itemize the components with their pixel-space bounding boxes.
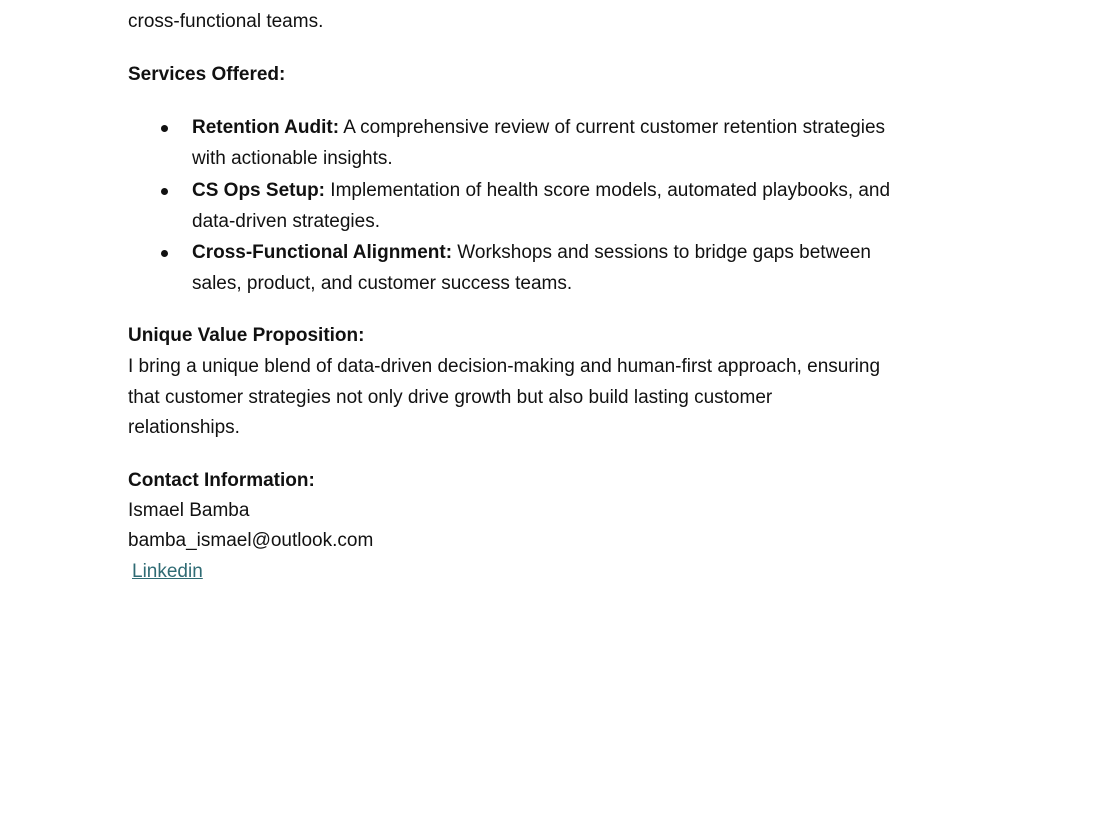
list-item: Retention Audit: A comprehensive review of current customer retention strategies — [192, 117, 886, 138]
services-heading: Services Offered: — [128, 64, 286, 85]
contact-name: Ismael Bamba — [128, 500, 250, 521]
list-item-cont: with actionable insights. — [192, 148, 393, 169]
uvp-text: that customer strategies not only drive growth but also build lasting customer — [128, 387, 773, 408]
intro-tail: cross-functional teams. — [128, 11, 324, 32]
uvp-text: relationships. — [128, 417, 240, 438]
bullet-icon — [161, 125, 168, 132]
bullet-icon — [161, 188, 168, 195]
list-item-cont: sales, product, and customer success teams. — [192, 273, 573, 294]
contact-heading: Contact Information: — [128, 470, 315, 491]
uvp-heading: Unique Value Proposition: — [128, 325, 365, 346]
contact-email: bamba_ismael@outlook.com — [128, 530, 374, 551]
list-item: Cross-Functional Alignment: Workshops and sessions to bridge gaps between — [192, 242, 871, 263]
linkedin-link[interactable]: Linkedin — [132, 561, 203, 582]
uvp-text: I bring a unique blend of data-driven decision-making and human-first approach, ensuring — [128, 356, 881, 377]
bullet-icon — [161, 250, 168, 257]
list-item: CS Ops Setup: Implementation of health score models, automated playbooks, and — [192, 180, 891, 201]
list-item-cont: data-driven strategies. — [192, 211, 380, 232]
